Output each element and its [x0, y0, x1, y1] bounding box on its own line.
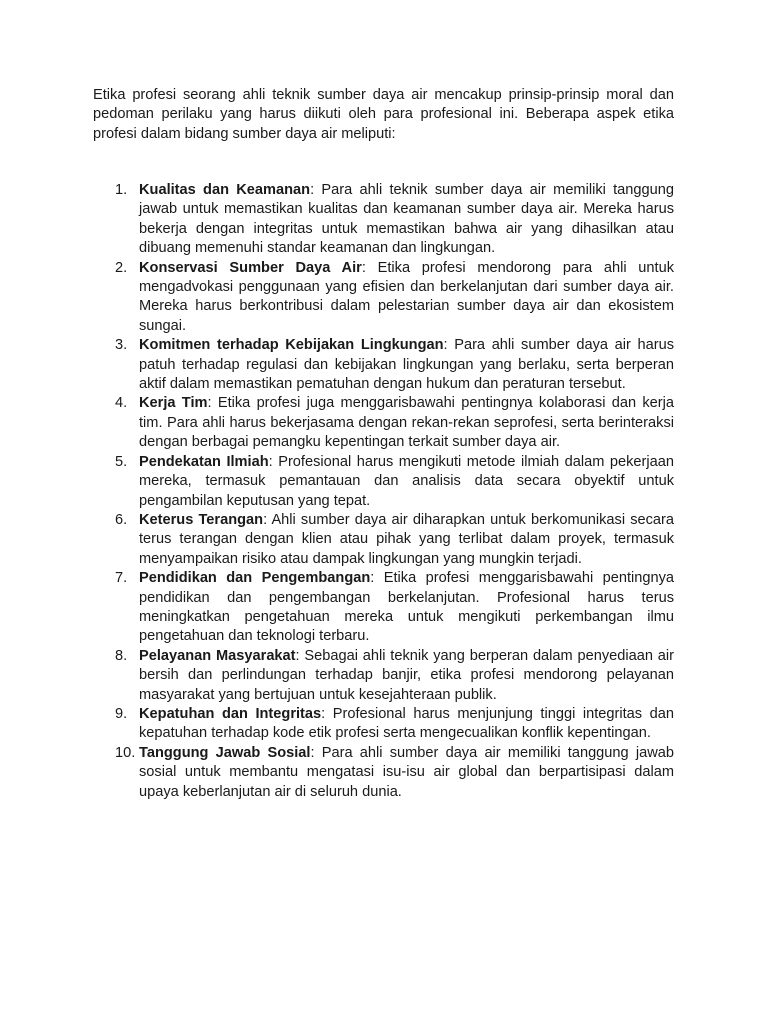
- item-text: : Etika profesi mendorong para ahli untuk mengadvokasi penggunaan yang efisien dan berkelanjutan dari sumber daya air. Mereka harus berkontribusi dalam pelestarian sumber daya air dan ekosistem sungai.: [139, 259, 674, 334]
- item-text: : Para ahli sumber daya air memiliki tanggung jawab sosial untuk membantu mengatasi isu-isu air global dan berpartisipasi dalam upaya keberlanjutan air di seluruh dunia.: [139, 744, 674, 800]
- item-text: : Para ahli teknik sumber daya air memiliki tanggung jawab untuk memastikan kualitas dan keamanan sumber daya air. Mereka harus bekerja dengan integritas untuk memastikan bahwa air yang dihasilkan atau dibuang memenuhi standar keamanan dan lingkungan.: [139, 182, 674, 257]
- list-item: [93, 336, 674, 394]
- list-item: [93, 453, 674, 511]
- list-item: [93, 569, 674, 647]
- list-item: [93, 259, 674, 337]
- item-term: Konservasi Sumber Daya Air: [139, 259, 362, 276]
- item-text: : Sebagai ahli teknik yang berperan dalam penyediaan air bersih dan perlindungan terhadap banjir, etika profesi mendorong pelayanan masyarakat yang bertujuan untuk kesejahteraan publik.: [139, 647, 675, 703]
- item-term: Pendidikan dan Pengembangan: [139, 570, 371, 587]
- item-text: : Etika profesi juga menggarisbawahi pentingnya kolaborasi dan kerja tim. Para ahli harus bekerjasama dengan rekan-rekan seprofesi, serta berinteraksi dengan berbagai pemangku kepentingan terkait sumber daya air.: [139, 395, 674, 451]
- item-term: Tanggung Jawab Sosial: [139, 744, 311, 761]
- list-item: [93, 647, 674, 705]
- item-text: : Ahli sumber daya air diharapkan untuk berkomunikasi secara terus terangan dengan klien atau pihak yang terlibat dalam proyek, termasuk menyampaikan risiko atau dampak lingkungan yang mungkin terjadi.: [139, 511, 675, 567]
- list-item: [93, 181, 674, 259]
- item-text: : Etika profesi menggarisbawahi pentingnya pendidikan dan pengembangan berkelanjutan. Profesional harus terus meningkatkan pengetahuan mereka untuk mengikuti perkembangan ilmu pengetahuan dan teknologi terbaru.: [139, 570, 674, 645]
- item-number: 2.: [115, 259, 128, 276]
- item-term: Kerja Tim: [139, 395, 208, 412]
- item-number: 10.: [115, 744, 136, 761]
- item-term: Keterus Terangan: [139, 511, 264, 528]
- item-term: Pelayanan Masyarakat: [139, 647, 296, 664]
- item-number: 1.: [115, 182, 128, 198]
- item-number: 8.: [115, 647, 128, 664]
- item-text: : Para ahli sumber daya air harus patuh terhadap regulasi dan kebijakan lingkungan yang berlaku, serta berperan aktif dalam memastikan pematuhan dengan hukum dan peraturan tersebut.: [139, 337, 674, 393]
- item-number: 5.: [115, 453, 128, 470]
- item-term: Kualitas dan Keamanan: [139, 182, 311, 198]
- list-item: [93, 511, 674, 569]
- item-term: Pendekatan Ilmiah: [139, 453, 269, 470]
- item-number: 7.: [115, 570, 128, 587]
- intro-paragraph: Etika profesi seorang ahli teknik sumber daya air mencakup prinsip-prinsip moral dan pedoman perilaku yang harus diikuti oleh para profesional ini. Beberapa aspek etika profesi dalam bidang sumber daya air meliputi:: [93, 87, 674, 142]
- item-number: 6.: [115, 511, 128, 528]
- list-item: [93, 705, 674, 744]
- item-term: Komitmen terhadap Kebijakan Lingkungan: [139, 337, 444, 354]
- item-number: 9.: [115, 705, 128, 722]
- item-text: : Profesional harus menjunjung tinggi integritas dan kepatuhan terhadap kode etik profesi serta mengecualikan konflik kepentingan.: [139, 705, 674, 742]
- item-number: 4.: [115, 395, 128, 412]
- list-item: [93, 744, 674, 802]
- ethics-aspects-list: [93, 181, 674, 802]
- item-term: Kepatuhan dan Integritas: [139, 705, 322, 722]
- list-item: [93, 394, 674, 452]
- item-number: 3.: [115, 337, 128, 354]
- item-text: : Profesional harus mengikuti metode ilmiah dalam pekerjaan mereka, termasuk pemantauan dan analisis data secara obyektif untuk pengambilan keputusan yang tepat.: [139, 453, 674, 509]
